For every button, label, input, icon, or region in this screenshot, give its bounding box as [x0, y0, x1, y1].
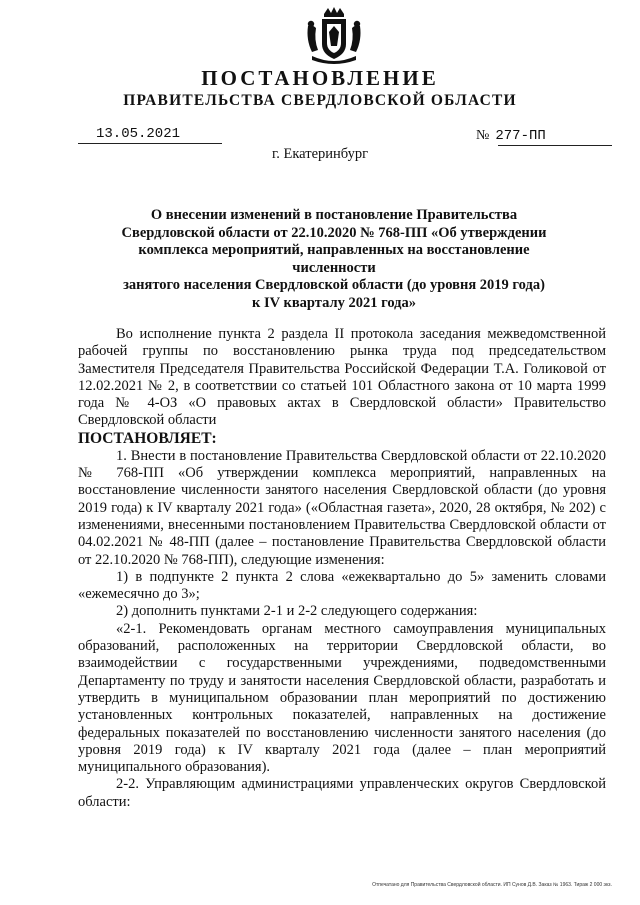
document-date: 13.05.2021	[96, 126, 181, 142]
title-line: комплекса мероприятий, направленных на восстановление численности	[138, 242, 530, 276]
issuer-heading: ПРАВИТЕЛЬСТВА СВЕРДЛОВСКОЙ ОБЛАСТИ	[123, 92, 517, 109]
subitem-1-paragraph: 1) в подпункте 2 пункта 2 слова «ежеквартально до 5» заменить словами «ежемесячно до 3»;	[78, 568, 606, 603]
subitem-2-paragraph: 2) дополнить пунктами 2-1 и 2-2 следующего содержания:	[116, 603, 478, 620]
clause-2-1-paragraph: «2-1. Рекомендовать органам местного самоуправления муниципальных образований, расположенных на территории Свердловской области, во взаимодействии с государственными учреждениями, подведомственными Департаменту по труду и занятости населения Свердловской области, разработать и утвердить в муниципальном образовании план мероприятий по достижению установленных контрольных показателей, направленных на достижение федеральных показателей по восстановлению численности занятого населения (до уровня 2019 года) к IV кварталу 2021 года (далее – план мероприятий муниципального образования).	[78, 620, 606, 776]
item-1-paragraph: 1. Внести в постановление Правительства Свердловской области от 22.10.2020 № 768-ПП «Об утверждении комплекса мероприятий, направленных на восстановление численности занятого населения Свердловской области (до уровня 2019 года) к IV кварталу 2021 года» («Областная газета», 2020, 28 октября, № 202) с изменениями, внесенными постановлением Правительства Свердловской области от 04.02.2021 № 48-ПП (далее – постановление Правительства Свердловской области от 22.10.2020 № 768-ПП), следующие изменения:	[78, 447, 606, 568]
document-type-heading: ПОСТАНОВЛЕНИЕ	[201, 66, 439, 90]
decree-word: ПОСТАНОВЛЯЕТ:	[78, 429, 217, 447]
print-imprint: Отпечатано для Правительства Свердловской области. ИП Сунов Д.В. Заказ № 1963. Тираж 2 000 экз.	[372, 882, 612, 888]
preamble-paragraph: Во исполнение пункта 2 раздела II протокола заседания межведомственной рабочей группы по восстановлению рынка труда под председательством Заместителя Председателя Правительства Российской Федерации Т.А. Голиковой от 12.02.2021 № 2, в соответствии со статьей 101 Областного закона от 10 марта 1999 года № 4-ОЗ «О правовых актах в Свердловской области» Правительство Свердловской области	[78, 326, 606, 429]
title-line: Свердловской области от 22.10.2020 № 768-ПП «Об утверждении	[121, 224, 547, 241]
document-title	[100, 207, 568, 313]
coat-of-arms-icon	[302, 6, 366, 68]
document-body	[78, 326, 606, 811]
clause-2-2-paragraph: 2-2. Управляющим администрациями управленческих округов Свердловской области:	[78, 776, 606, 810]
title-line: к IV кварталу 2021 года»	[252, 294, 416, 311]
number-sign: №	[476, 128, 490, 143]
document-date-field	[78, 126, 222, 144]
date-underline	[78, 143, 222, 144]
title-line: занятого населения Свердловской области (до уровня 2019 года)	[123, 277, 545, 294]
title-line: О внесении изменений в постановление Правительства	[150, 207, 518, 223]
document-number: 277-ПП	[495, 128, 546, 144]
document-number-field	[476, 126, 612, 146]
city-name: г. Екатеринбург	[271, 146, 369, 162]
